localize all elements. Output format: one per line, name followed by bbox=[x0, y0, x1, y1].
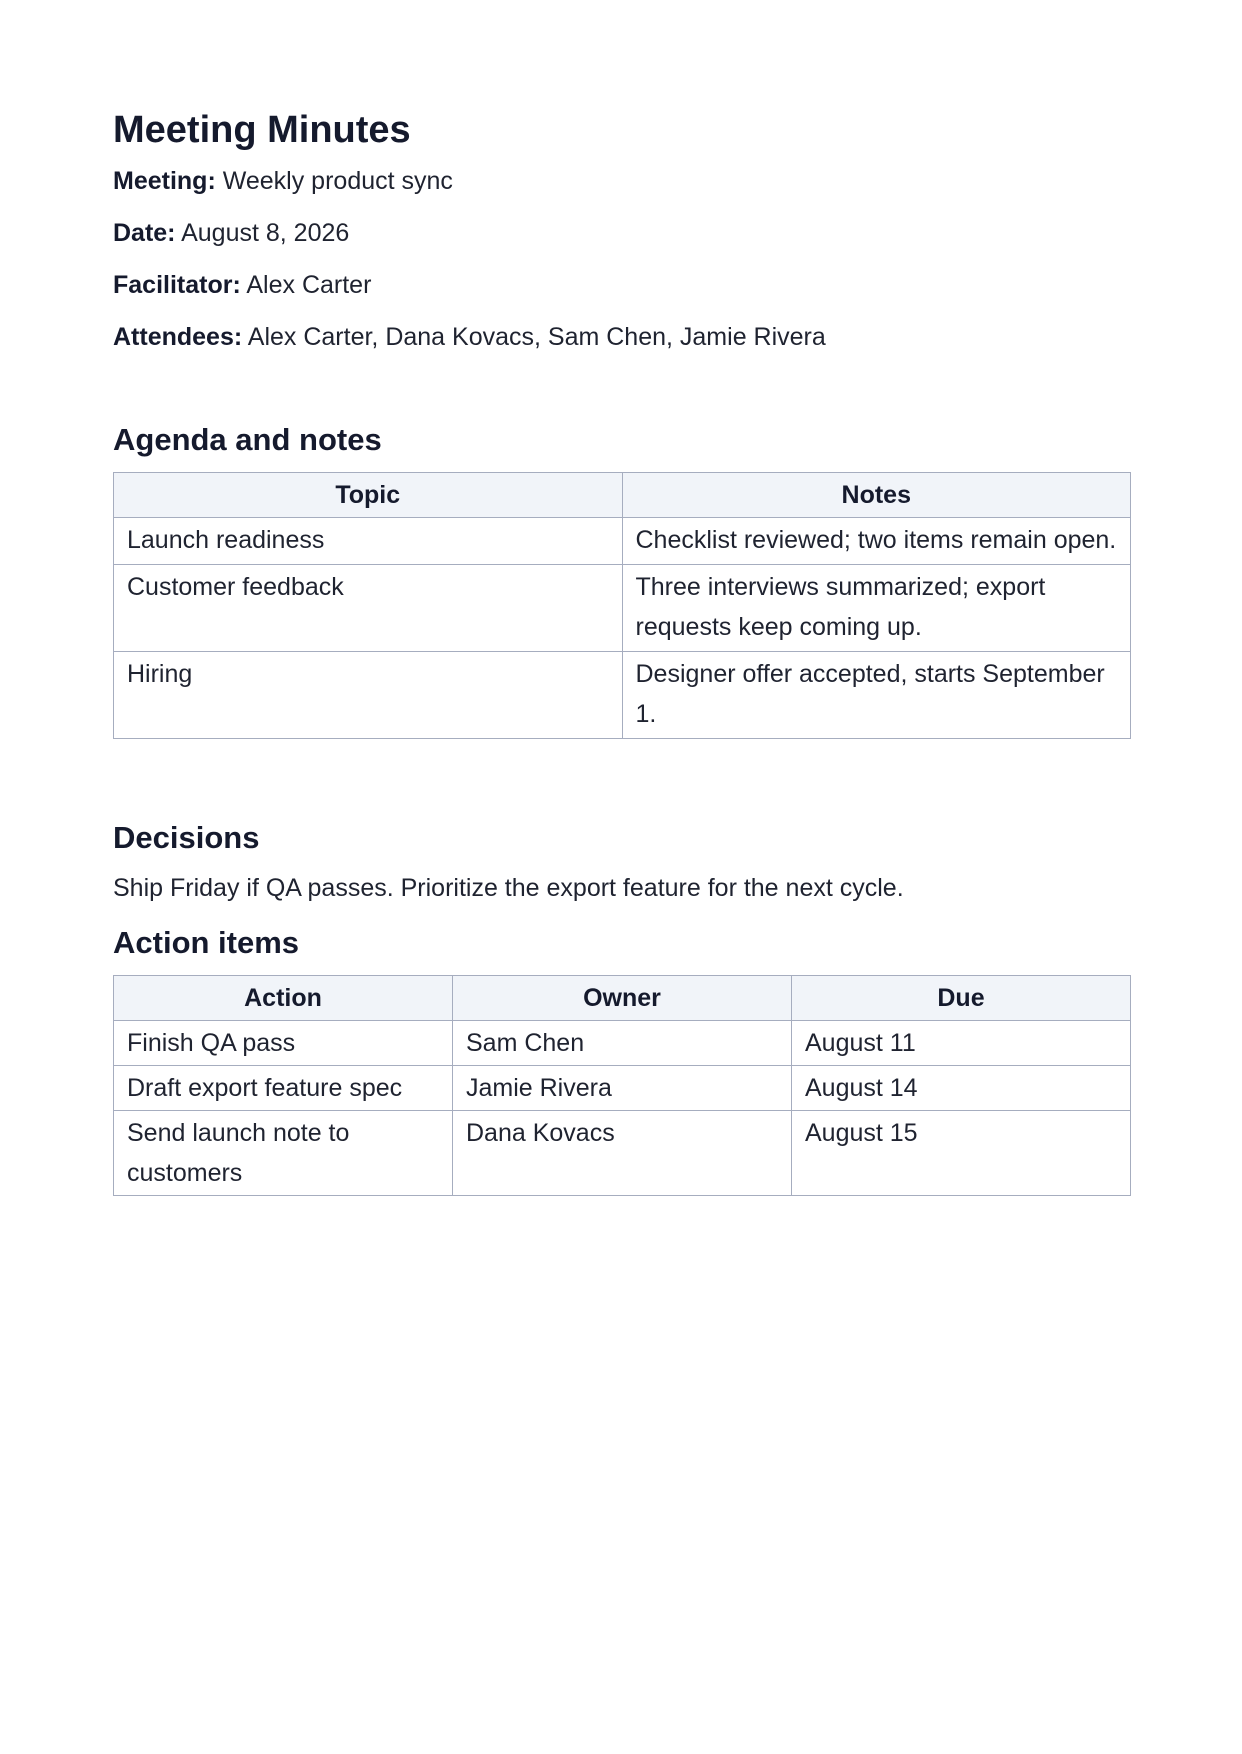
table-cell: Finish QA pass bbox=[114, 1021, 453, 1066]
table-header-row bbox=[114, 976, 1131, 1021]
table-cell: Launch readiness bbox=[114, 517, 623, 564]
column-header-due: Due bbox=[792, 976, 1131, 1021]
table-cell: Jamie Rivera bbox=[453, 1066, 792, 1111]
table-row bbox=[114, 1066, 1131, 1111]
table-cell: Designer offer accepted, starts September 1. bbox=[622, 651, 1131, 738]
meta-label: Facilitator: bbox=[113, 270, 241, 299]
page-title: Meeting Minutes bbox=[113, 109, 411, 151]
table-row bbox=[114, 517, 1131, 564]
meta-facilitator bbox=[113, 272, 1131, 299]
table-cell: Three interviews summarized; export requests keep coming up. bbox=[622, 564, 1131, 651]
column-header-topic: Topic bbox=[114, 472, 623, 517]
table-cell: Checklist reviewed; two items remain open. bbox=[622, 517, 1131, 564]
column-header-action: Action bbox=[114, 976, 453, 1021]
table-row bbox=[114, 1021, 1131, 1066]
table-cell: August 14 bbox=[792, 1066, 1131, 1111]
meta-label: Date: bbox=[113, 218, 176, 247]
table-cell: Customer feedback bbox=[114, 564, 623, 651]
meta-attendees bbox=[113, 324, 1131, 351]
table-cell: Send launch note to customers bbox=[114, 1111, 453, 1196]
meeting-meta bbox=[113, 168, 1131, 351]
meta-value: Alex Carter, Dana Kovacs, Sam Chen, Jamie Rivera bbox=[247, 322, 826, 351]
meta-date bbox=[113, 220, 1131, 247]
column-header-notes: Notes bbox=[622, 472, 1131, 517]
meta-label: Attendees: bbox=[113, 322, 243, 351]
table-row bbox=[114, 1111, 1131, 1196]
decisions-text: Ship Friday if QA passes. Prioritize the export feature for the next cycle. bbox=[113, 873, 904, 902]
document-page bbox=[113, 108, 1131, 1196]
column-header-owner: Owner bbox=[453, 976, 792, 1021]
meta-value: August 8, 2026 bbox=[181, 218, 350, 247]
table-cell: August 11 bbox=[792, 1021, 1131, 1066]
decisions-heading: Decisions bbox=[113, 819, 260, 855]
agenda-table bbox=[113, 472, 1131, 739]
table-cell: August 15 bbox=[792, 1111, 1131, 1196]
action-items-table bbox=[113, 975, 1131, 1196]
table-row bbox=[114, 651, 1131, 738]
meta-meeting bbox=[113, 168, 1131, 195]
meta-value: Weekly product sync bbox=[222, 166, 453, 195]
table-cell: Hiring bbox=[114, 651, 623, 738]
table-cell: Dana Kovacs bbox=[453, 1111, 792, 1196]
action-items-heading: Action items bbox=[113, 924, 300, 960]
agenda-heading: Agenda and notes bbox=[113, 421, 382, 457]
table-cell: Sam Chen bbox=[453, 1021, 792, 1066]
meta-label: Meeting: bbox=[113, 166, 216, 195]
meta-value: Alex Carter bbox=[246, 270, 372, 299]
table-header-row bbox=[114, 472, 1131, 517]
table-row bbox=[114, 564, 1131, 651]
table-cell: Draft export feature spec bbox=[114, 1066, 453, 1111]
